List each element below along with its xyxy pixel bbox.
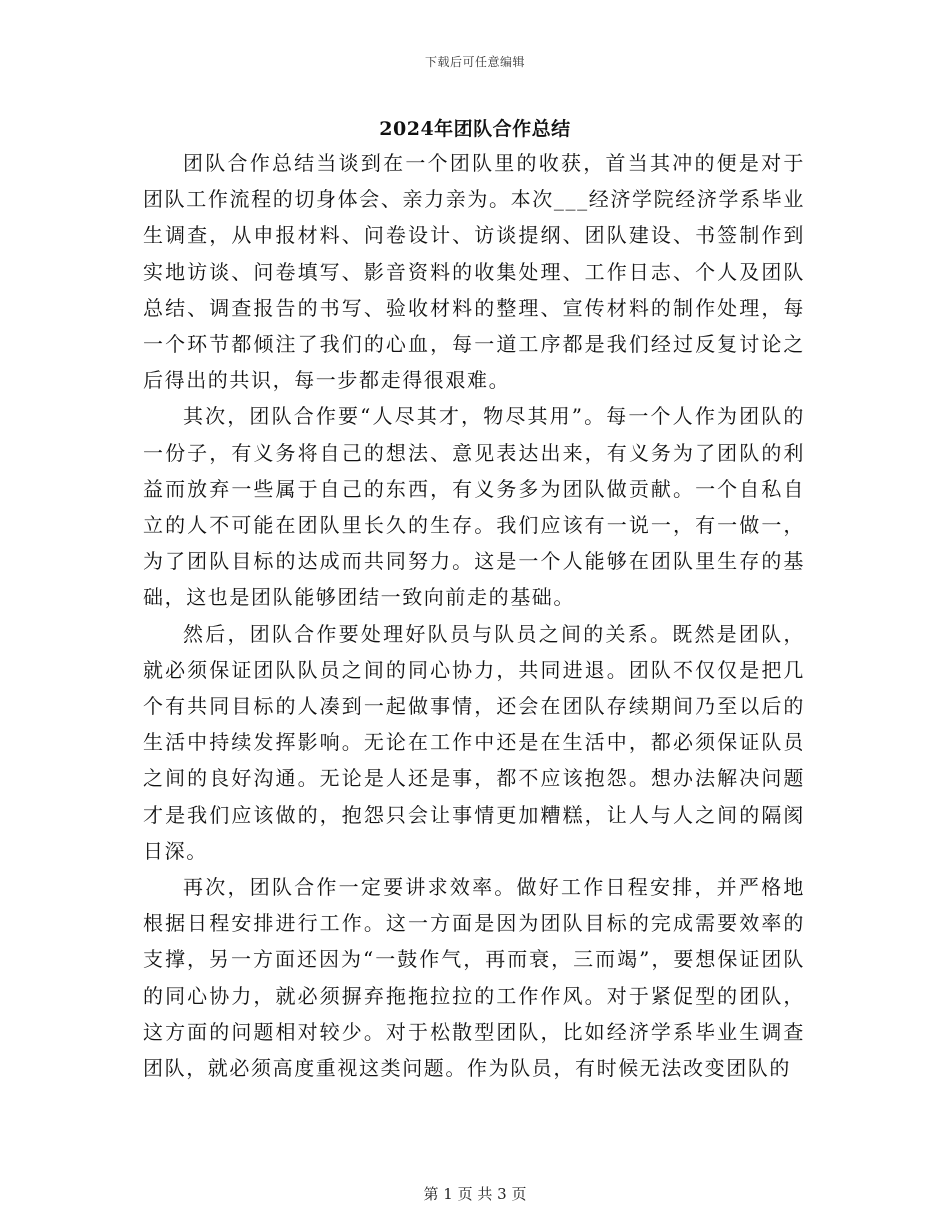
page-number-footer: 第 1 页 共 3 页 [423, 1185, 527, 1203]
document-body [143, 145, 805, 1086]
document-title: 2024年团队合作总结 [379, 118, 571, 140]
page-header-note: 下载后可任意编辑 [424, 55, 525, 69]
paragraph-1: 团队合作总结当谈到在一个团队里的收获，首当其冲的便是对于团队工作流程的切身体会、亲力亲为。本次___经济学院经济学系毕业生调查，从申报材料、问卷设计、访谈提纲、团队建设、书签制作到实地访谈、问卷填写、影音资料的收集处理、工作日志、个人及团队总结、调查报告的书写、验收材料的整理、宣传材料的制作处理，每一个环节都倾注了我们的心血，每一道工序都是我们经过反复讨论之后得出的共识，每一步都走得很艰难。 [143, 151, 805, 393]
paragraph-4: 再次，团队合作一定要讲求效率。做好工作日程安排，并严格地根据日程安排进行工作。这一方面是因为团队目标的完成需要效率的支撑，另一方面还因为“一鼓作气，再而衰，三而竭”，要想保证团队的同心协力，就必须摒弃拖拖拉拉的工作作风。对于紧促型的团队，这方面的问题相对较少。对于松散型团队，比如经济学系毕业生调查团队，就必须高度重视这类问题。作为队员，有时候无法改变团队的 [143, 875, 805, 1081]
paragraph-2: 其次，团队合作要“人尽其才，物尽其用”。每一个人作为团队的一份子，有义务将自己的想法、意见表达出来，有义务为了团队的利益而放弃一些属于自己的东西，有义务多为团队做贡献。一个自私自立的人不可能在团队里长久的生存。我们应该有一说一，有一做一，为了团队目标的达成而共同努力。这是一个人能够在团队里生存的基础，这也是团队能够团结一致向前走的基础。 [143, 404, 805, 610]
paragraph-3: 然后，团队合作要处理好队员与队员之间的关系。既然是团队，就必须保证团队队员之间的同心协力，共同进退。团队不仅仅是把几个有共同目标的人凑到一起做事情，还会在团队存续期间乃至以后的生活中持续发挥影响。无论在工作中还是在生活中，都必须保证队员之间的良好沟通。无论是人还是事，都不应该抱怨。想办法解决问题才是我们应该做的，抱怨只会让事情更加糟糕，让人与人之间的隔阂日深。 [143, 621, 805, 863]
